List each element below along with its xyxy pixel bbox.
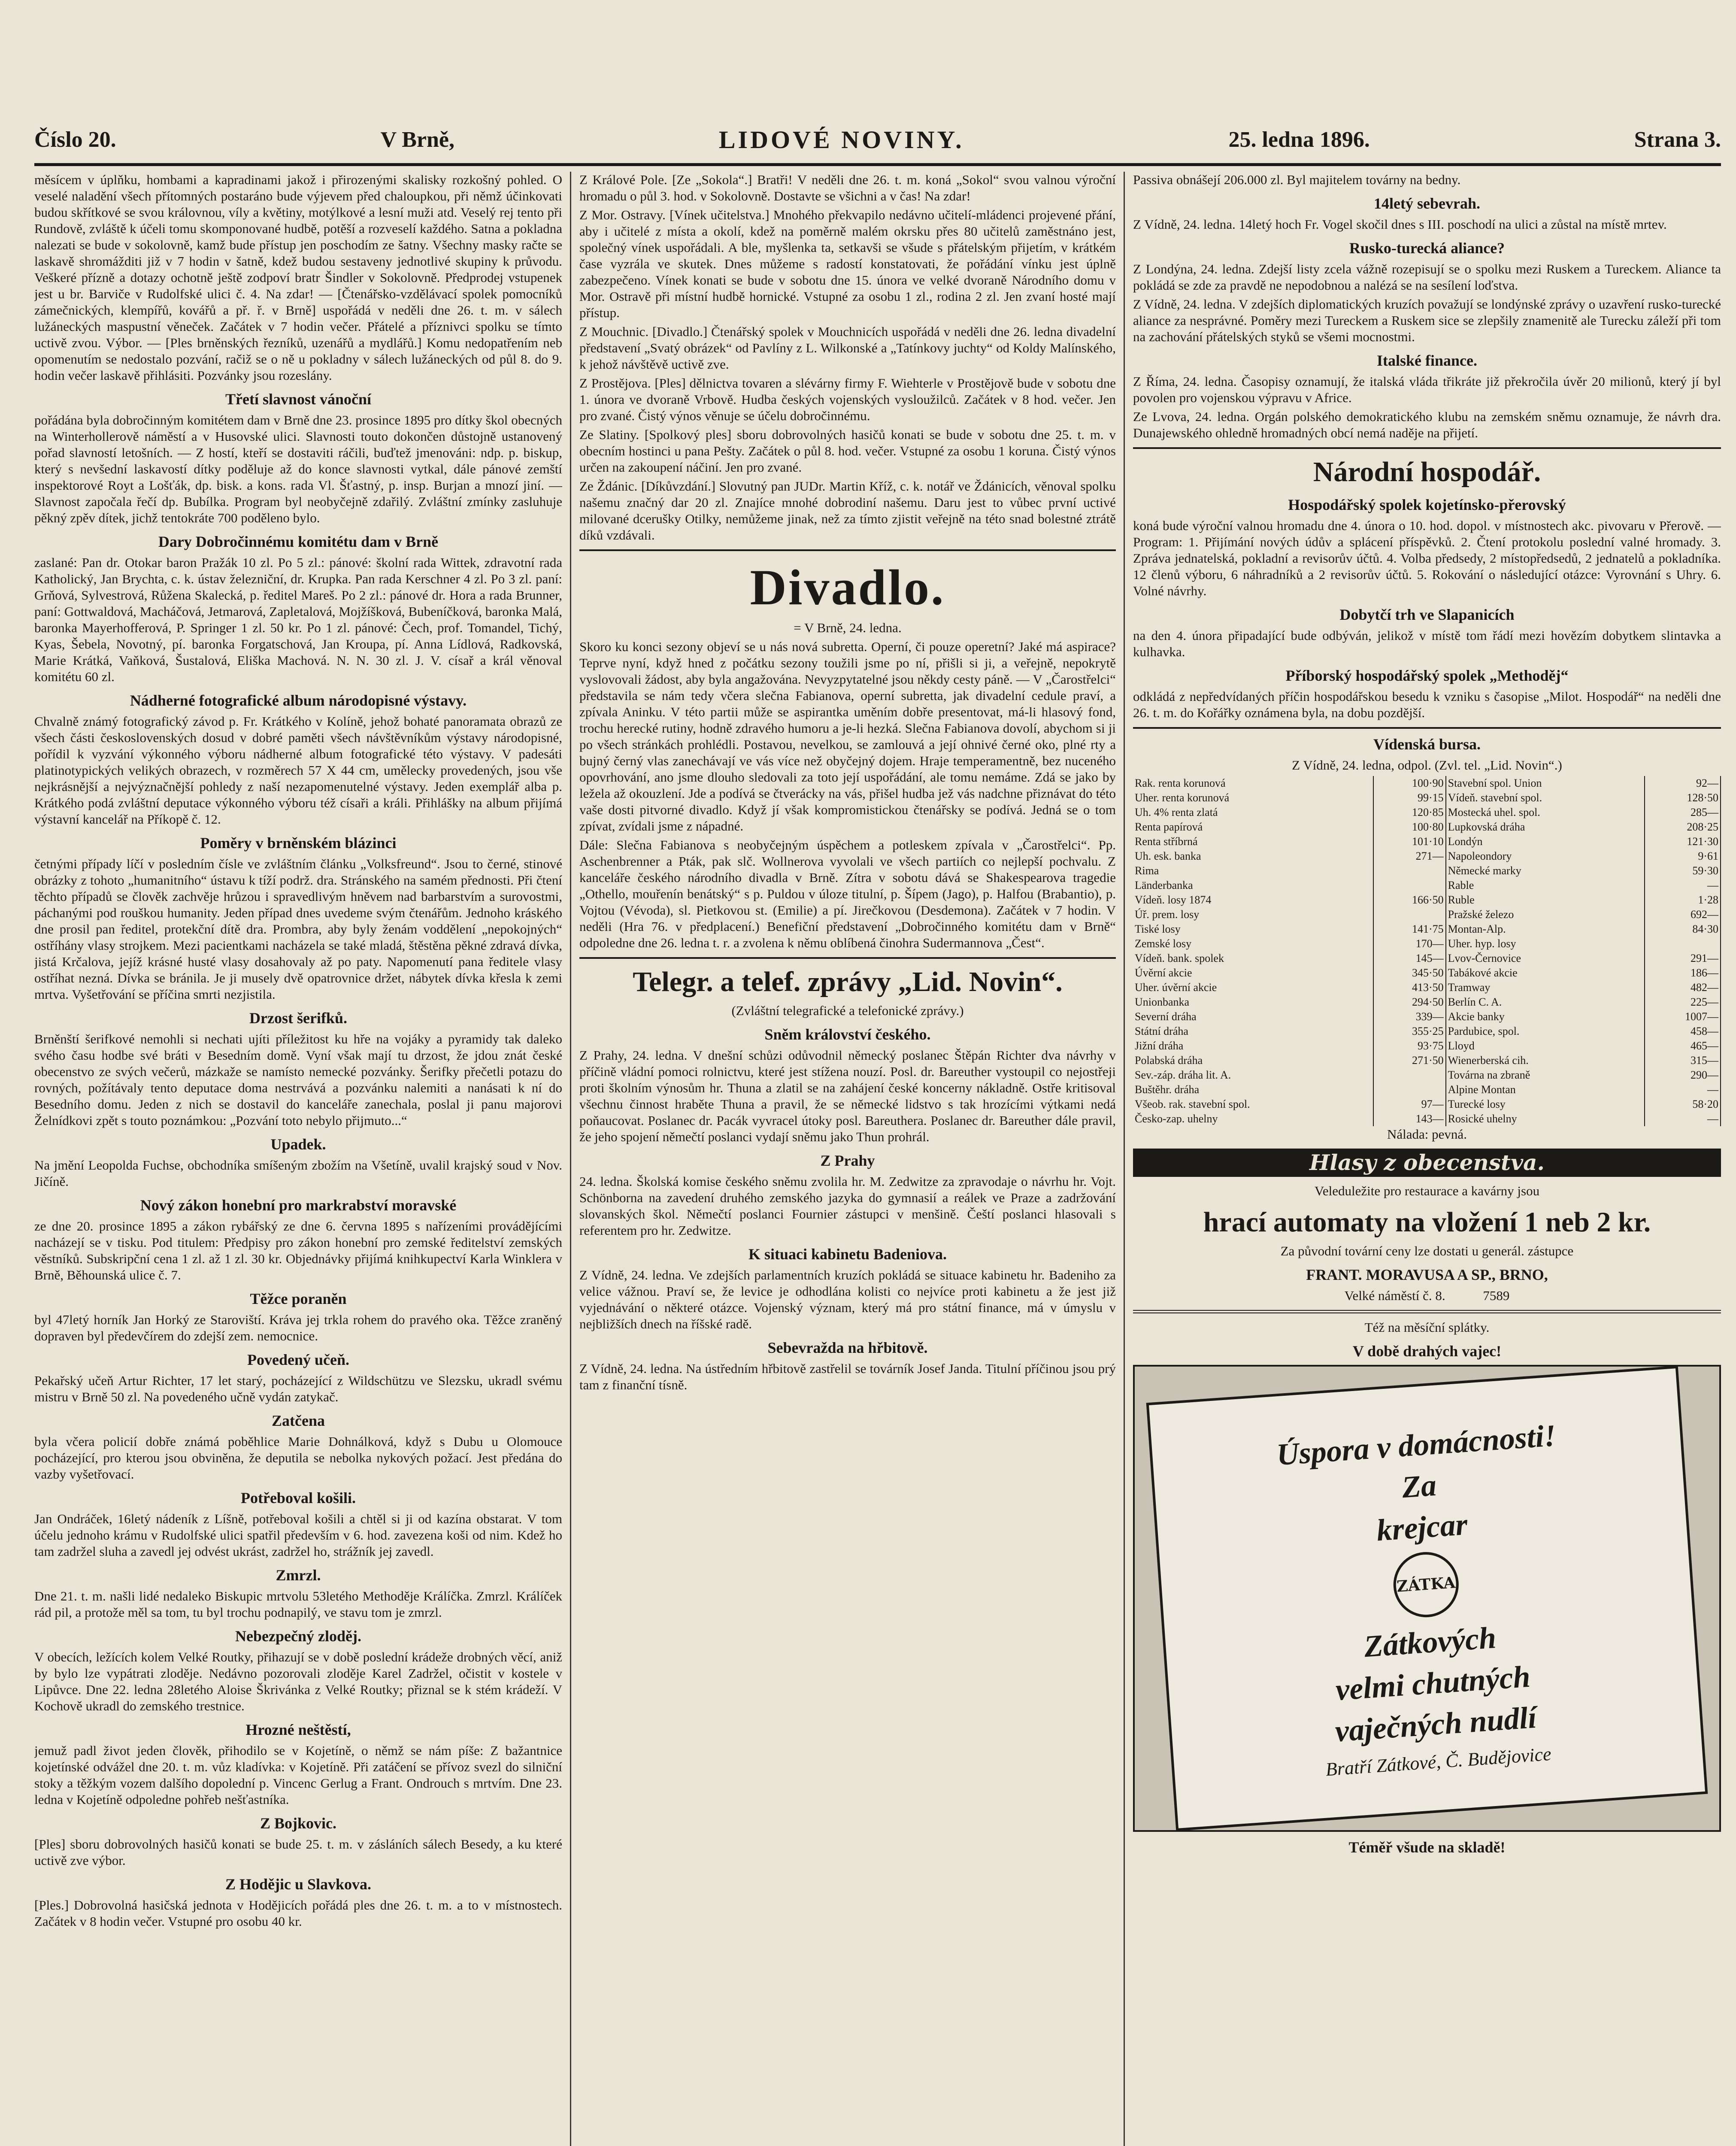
- table-cell-value: 9·61: [1645, 849, 1721, 864]
- article-heading: Příborský hospodářský spolek „Methoděj“: [1285, 667, 1569, 684]
- table-row: [1133, 820, 1721, 834]
- article-text: Ze Slatiny. [Spolkový ples] sboru dobrovolných hasičů konati se bude v sobotu dne 25. t. m. v obecním hostinci u pana Pešty. Začátek o půl 8. hod. večer. Vstupné za osobu 1 koruna. Čistý výnos určen na zakoupení náčiní. Jen pro zvané.: [579, 427, 1116, 475]
- bourse-subtitle: Z Vídně, 24. ledna, odpol. (Zvl. tel. „Lid. Novin“.): [1292, 758, 1562, 773]
- article-heading: K situaci kabinetu Badeniova.: [748, 1246, 947, 1263]
- article-heading: Potřeboval košili.: [241, 1489, 356, 1506]
- table-cell-value: 290—: [1645, 1068, 1721, 1082]
- article-text: Dne 21. t. m. našli lidé nedaleko Biskupic mrtvolu 53letého Methoděje Králíčka. Zmrzl. Králíček rád pil, a protože měl sa tom, tu byl trochu podnapilý, ve stavu tom je zmrzl.: [34, 1588, 562, 1620]
- table-cell-name: Stavební spol. Union: [1446, 776, 1645, 791]
- table-cell-value: 97—: [1373, 1097, 1446, 1112]
- article-text: Z Vídně, 24. ledna. Ve zdejších parlamentních kruzích pokládá se situace kabinetu hr. Badeniho za velice vážnou. Praví se, že levice je odhodlána kolisti co nejvíce proti kabinetu a že jest již vyjednávání o některé otázce. Vojenský význam, který má pro státní finance, má v úmyslu v nejbližších dnech na říšské radě.: [579, 1267, 1116, 1331]
- table-row: [1133, 1024, 1721, 1039]
- ad-line: vaječných nudlí: [1334, 1700, 1538, 1749]
- article-text: odkládá z nepředvídaných příčin hospodářskou besedu k vzniku s časopise „Milot. Hospodář“ na neděli dne 26. t. m. do Kořářky oznámena byla, na dobu pozdější.: [1133, 689, 1721, 720]
- table-cell-value: [1373, 907, 1446, 922]
- table-cell-value: 143—: [1373, 1112, 1446, 1126]
- article-heading: 14letý sebevrah.: [1374, 195, 1480, 212]
- article-heading: Dobytčí trh ve Slapanicích: [1339, 606, 1515, 623]
- article-text: koná bude výroční valnou hromadu dne 4. února o 10. hod. dopol. v místnostech akc. pivovaru v Přerově. — Program: 1. Přijímání nových údův a splácení příspěvků. 2. Čtení protokolu poslední valné hromady. 3. Zpráva jednatelská, pokladní a revisorův účtů. 4. Volba předsedy, 2 místopředsedů, 2 jednatelů a pokladníka. 12 členů výboru, 6 náhradníků a 2 revisorův účtů. 5. Rokování o následující otázce: Vyrovnání s Uhry. 6. Volné návrhy.: [1133, 518, 1721, 598]
- article-text: byl 47letý horník Jan Horký ze Staroviští. Kráva jej trkla rohem do pravého oka. Těžce zraněný dopraven byl předevčírem do zdejší zem. nemocnice.: [34, 1312, 562, 1343]
- table-cell-name: Rosické uhelny: [1446, 1112, 1645, 1126]
- table-cell-value: 225—: [1645, 995, 1721, 1009]
- article-heading: Drzost šerifků.: [249, 1009, 347, 1027]
- ad-company: FRANT. MORAVUSA A SP., BRNO,: [1306, 1266, 1548, 1283]
- article-text: Chvalně známý fotografický závod p. Fr. Krátkého v Kolíně, jehož bohaté panoramata obrazů ze všech části československých dosud v dobré paměti všech návštěvníkům výstavy národopisné, pořídil k vyzvání výkonného výboru nádherné album fotografické této výstavy. V padesáti platinotypických velikých obrazech, v rozměrech 57 X 44 cm, umělecky provedených, jsou vše nejkrásnější a nejvýznačnější pohledy z naší nezapomenutelné výstavy. Jeden exemplář alba p. Krátkého podá zvláštní deputace výkonného výboru též císaři a králi. Přihlášky na album přijímá výstavní kancelář na Příkopě č. 12.: [34, 714, 562, 827]
- article-heading: Z Hodějic u Slavkova.: [225, 1876, 372, 1893]
- table-cell-value: [1373, 864, 1446, 878]
- article-text: Z Vídně, 24. ledna. V zdejších diplomatických kruzích považují se londýnské zprávy o uzavření rusko-turecké aliance za nesprávné. Poměry mezi Tureckem a Ruskem sice se zlepšily znamenitě ale Turecku záleží při tom na zachování přátelských styků se všemi mocnostmi.: [1133, 297, 1721, 344]
- article-text: Na jmění Leopolda Fuchse, obchodníka smíšeným zbožím na Všetíně, uvalil krajský soud v Nov. Jičíně.: [34, 1158, 562, 1189]
- article-text: Z Králové Pole. [Ze „Sokola“.] Bratři! V neděli dne 26. t. m. koná „Sokol“ svou valnou výroční hromadu o půl 3. hod. v Sokolovně. Dostavte se všichni a v čas! Na zdar!: [579, 172, 1116, 203]
- article-text: 24. ledna. Školská komise českého sněmu zvolila hr. M. Zedwitze za zpravodaje o návrhu hr. Vojt. Schönborna na zavedení druhého zemského jazyka do gymnasií a reálek ve Praze a zadržování slovanských škol. Němečtí poslanci Fournier zástupci v menšině. Čeští poslanci hlasovali s referentem pro hr. Zedwitze.: [579, 1174, 1116, 1238]
- section-title-national-economy: Národní hospodář.: [1313, 456, 1541, 488]
- table-cell-value: 128·50: [1645, 791, 1721, 805]
- ad-divider: [1133, 1310, 1721, 1313]
- article-text: Z Vídně, 24. ledna. Na ústředním hřbitově zastřelil se továrník Josef Janda. Titulní příčinou jsou prý tam z finanční tísně.: [579, 1361, 1116, 1392]
- table-cell-value: 84·30: [1645, 922, 1721, 937]
- table-cell-value: 413·50: [1373, 980, 1446, 995]
- table-cell-name: Länderbanka: [1133, 878, 1373, 893]
- table-cell-value: —: [1645, 1112, 1721, 1126]
- table-row: [1133, 995, 1721, 1009]
- table-cell-name: Úvěrní akcie: [1133, 966, 1373, 980]
- article-text: zaslané: Pan dr. Otokar baron Pražák 10 zl. Po 5 zl.: pánové: školní rada Wittek, zdravotní rada Katholický, Jan Brychta, c. k. ústav železniční, dr. Krupka. Pan rada Kerschner 4 zl. Po 3 zl. paní: Grňová, Sylvestrová, Růžena Skalecká, p. ředitel Mareš. Po 2 zl.: pánové dr. Hora a rada Brunner, paní: Gottwaldová, Macháčová, Jetmarová, Zapletalová, Mojžíšková, Bubeníčková, baronka Malá, baronka Mayerhofferová, P. Springer 1 zl. 50 kr. Po 1 zl. pánové: Čech, prof. Tomandel, Tichý, Kyas, Šebela, Novotný, pí. baronka Forgatschová, Jan Kroupa, pí. Anna Lídlová, Radkovská, Marie Krátká, Vaňková, Šustalová, Eliška Machová. N. N. 30 zl. J. V. císař a král věnoval komitétu 60 zl.: [34, 555, 562, 684]
- table-cell-value: 285—: [1645, 805, 1721, 820]
- table-cell-value: 271·50: [1373, 1053, 1446, 1068]
- section-title-hlasy: Hlasy z obecenstva.: [1133, 1149, 1721, 1177]
- newspaper-name: LIDOVÉ NOVINY.: [718, 125, 964, 154]
- article-text: Z Vídně, 24. ledna. 14letý hoch Fr. Vogel skočil dnes s III. poschodí na ulici a zůstal na místě mrtev.: [1133, 217, 1667, 232]
- column-1: [34, 172, 562, 2146]
- table-cell-name: Uher. úvěrní akcie: [1133, 980, 1373, 995]
- table-row: [1133, 1082, 1721, 1097]
- table-cell-value: 458—: [1645, 1024, 1721, 1039]
- table-cell-value: 170—: [1373, 937, 1446, 951]
- table-cell-name: Uher. renta korunová: [1133, 791, 1373, 805]
- article-text: Passiva obnášejí 206.000 zl. Byl majitelem továrny na bedny.: [1133, 172, 1461, 187]
- table-cell-name: Lvov-Černovice: [1446, 951, 1645, 966]
- article-heading: Povedený učeň.: [247, 1351, 349, 1368]
- table-cell-name: Uh. esk. banka: [1133, 849, 1373, 864]
- ad-signature: Bratří Zátkové, Č. Budějovice: [1325, 1743, 1552, 1780]
- table-cell-name: Rable: [1446, 878, 1645, 893]
- table-cell-name: Alpine Montan: [1446, 1082, 1645, 1097]
- article-heading: Sněm království českého.: [764, 1026, 931, 1043]
- table-cell-value: 92—: [1645, 776, 1721, 791]
- ad-text: Za původní tovární ceny lze dostati u generál. zástupce: [1280, 1243, 1574, 1258]
- table-cell-name: Unionbanka: [1133, 995, 1373, 1009]
- table-cell-name: Tramway: [1446, 980, 1645, 995]
- section-title-telegrams: Telegr. a telef. zprávy „Lid. Novin“.: [633, 966, 1063, 997]
- table-cell-value: —: [1645, 1082, 1721, 1097]
- section-divider: [1133, 727, 1721, 729]
- ad-line: Za: [1400, 1467, 1438, 1504]
- article-heading: Poměry v brněnském blázinci: [200, 834, 397, 852]
- article-text: četnými případy líčí v posledním čísle ve zvláštním článku „Volksfreund“. Jsou to černé, stinové obrázky z tohoto „humanitního“ ústavu k tíží podrž. dra. Stránského na samém přednosti. Při čtení těchto případů se člověk zachvěje hrůzou i spravedlivým hněvem nad barbarstvím a surovostmi, páchanými pod rouškou humanity. Jeden případ dnes uvedeme svým čtenářům. Jednoho kráského dne prosil pan ředitel, protekční dítě dra. Prombra, aby byly ženám voddělení „nepokojných“ ostříhány vlasy strojkem. Mezi pacientkami nacházela se také mladá, štěstěna pěkné zdravá dívka, jistá Krčalova, jejíž krásné husté vlasy dosahovaly až po paty. Napomenutí pana ředitele vlasy ostříhat nezná. Dívka se bránila. Je ji musely dvě opatrovnice držet, nábytek dívka křesla k zemi mrtva. Vyšetřování se příčina smrti nezjistila.: [34, 856, 562, 1002]
- table-cell-value: 315—: [1645, 1053, 1721, 1068]
- bourse-table-body: [1133, 776, 1721, 1126]
- table-cell-value: [1645, 937, 1721, 951]
- issue-date: 25. ledna 1896.: [1228, 127, 1370, 152]
- page-number: Strana 3.: [1634, 127, 1721, 152]
- article-heading: Nádherné fotografické album národopisné výstavy.: [130, 692, 467, 709]
- table-cell-name: Uh. 4% renta zlatá: [1133, 805, 1373, 820]
- table-cell-value: 93·75: [1373, 1039, 1446, 1053]
- table-row: [1133, 864, 1721, 878]
- column-2: [579, 172, 1116, 2146]
- dateline: = V Brně, 24. ledna.: [794, 620, 902, 635]
- table-cell-value: 99·15: [1373, 791, 1446, 805]
- article-text: jemuž padl život jeden člověk, přihodilo se v Kojetíně, o němž se nám píše: Z bažantnice kojetínské odvážel dne 20. t. m. vůz kladívka: v Kojetíně. Při zatáčení se přívoz svezl do silniční stoky a těžkým vozem dalšího dopolední p. Vincenc Gerlug a Frant. Ondrouch s mrtvím. Dne 23. ledna v Kojetíně odpoledne pohřeb nešťastníka.: [34, 1743, 562, 1807]
- table-cell-name: Státní dráha: [1133, 1024, 1373, 1039]
- table-cell-value: 1·28: [1645, 893, 1721, 907]
- table-row: [1133, 805, 1721, 820]
- article-text: na den 4. února připadající bude odbýván, jelikož v místě tom řádí mezi hovězím dobytkem slintavka a kulhavka.: [1133, 628, 1721, 659]
- table-cell-value: 58·20: [1645, 1097, 1721, 1112]
- table-cell-name: Pražské železo: [1446, 907, 1645, 922]
- article-heading: Nebezpečný zloděj.: [235, 1628, 361, 1645]
- table-cell-value: —: [1645, 878, 1721, 893]
- table-cell-name: Ruble: [1446, 893, 1645, 907]
- table-cell-value: 291—: [1645, 951, 1721, 966]
- section-subtitle: (Zvláštní telegrafické a telefonické zprávy.): [731, 1003, 964, 1018]
- ad-headline: V době drahých vajec!: [1352, 1343, 1502, 1360]
- article-text: [Ples] sboru dobrovolných hasičů konati se bude 25. t. m. v zásláních sálech Besedy, a ku které uctivě zve výbor.: [34, 1837, 562, 1868]
- table-row: [1133, 1112, 1721, 1126]
- table-cell-name: Pardubice, spol.: [1446, 1024, 1645, 1039]
- article-heading: Z Prahy: [820, 1152, 875, 1169]
- column-3: [1133, 172, 1721, 2146]
- ad-poster: [1146, 1366, 1708, 1831]
- table-cell-name: Rak. renta korunová: [1133, 776, 1373, 791]
- article-text: Ze Lvova, 24. ledna. Orgán polského demokratického klubu na zemském sněmu oznamuje, že návrh dra. Dunajewského ohledně hromadných obcí nemá naděje na přijetí.: [1133, 409, 1721, 440]
- table-cell-name: Turecké losy: [1446, 1097, 1645, 1112]
- table-cell-name: Buštěhr. dráha: [1133, 1082, 1373, 1097]
- article-text: Dále: Slečna Fabianova s neobyčejným úspěchem a potleskem zpívala v „Čarostřelci“. Pp. Aschenbrenner a Pták, pak slč. Wollnerova vyvolali ve všech partiích co nejlepší pochvalu. Z kanceláře českého národního divadla v Brně. Zítra v sobotu dává se Shakespearova tragedie „Othello, mouřenín benátský“ s p. Puldou v úloze titulní, p. Šípem (Jago), p. Halfou (Brabantio), p. Vojtou (Vévoda), sl. Pietkovou st. (Emilie) a pí. Jirečkovou (Desdemona). Začátek v 7 hodin. V neděli (Hra 76. v předplacení.) Benefiční představení „Dobročinného komitétu dam v Brně“ odpoledne dne 26. ledna t. r. a zvolena k němu oblíbená činohra Sudermannova „Čest“.: [579, 837, 1116, 950]
- article-heading: Hospodářský spolek kojetínsko-přerovský: [1288, 496, 1566, 513]
- article-text: V obecích, ležících kolem Velké Routky, přihazují se v době poslední krádeže drobných věcí, aniž by bylo lze vypátrati zloděje. Nedávno pozorovali zloděje Karel Zadržel, očistit v kostele v Lipůvce. Dne 22. ledna 28letého Aloise Škrivánka z Velké Routky; přiznal se k stém krádeží. V Kochově ukradl do zemského trestnice.: [34, 1649, 562, 1713]
- table-row: [1133, 893, 1721, 907]
- table-cell-name: Lloyd: [1446, 1039, 1645, 1053]
- table-row: [1133, 1009, 1721, 1024]
- table-cell-value: 145—: [1373, 951, 1446, 966]
- ad-line: Zátkových: [1363, 1620, 1497, 1664]
- noodle-advertisement: [1133, 1365, 1721, 1832]
- article-text: [Ples.] Dobrovolná hasičská jednota v Hodějicích pořádá ples dne 26. t. m. a to v místnostech. Začátek v 8 hodin večer. Vstupné pro osobu 40 kr.: [34, 1897, 562, 1929]
- table-cell-name: Sev.-záp. dráha lit. A.: [1133, 1068, 1373, 1082]
- issue-number: Číslo 20.: [34, 127, 116, 152]
- table-cell-value: 692—: [1645, 907, 1721, 922]
- page-header: [34, 116, 1721, 166]
- article-text: Pekařský učeň Artur Richter, 17 let starý, pocházející z Wildschützu ve Slezsku, ukradl svému mistru v Brně 50 zl. Na povedeného učně vydán zatykač.: [34, 1373, 562, 1404]
- article-heading: Zmrzl.: [276, 1567, 321, 1584]
- article-text: byla včera policií dobře známá poběhlice Marie Dohnálková, když s Dubu u Olomouce pocházející, pro kterou jsou obviněna, že deputila se nebolka nykových požací. Jest předána do vazby vyšetřovací.: [34, 1434, 562, 1482]
- article-text: Z Mouchnic. [Divadlo.] Čtenářský spolek v Mouchnicích uspořádá v neděli dne 26. ledna divadelní představení „Svatý obrázek“ od Pavlíny z L. Wilkonské a „Tatínkovy juchty“ od Koldy Malínského, k jehož návštěvě uctivě zve.: [579, 324, 1116, 372]
- table-row: [1133, 951, 1721, 966]
- ad-text: Veleduležite pro restaurace a kavárny jsou: [1314, 1183, 1540, 1198]
- table-cell-value: 465—: [1645, 1039, 1721, 1053]
- table-cell-value: 482—: [1645, 980, 1721, 995]
- table-cell-value: 141·75: [1373, 922, 1446, 937]
- table-cell-name: Wienerberská cih.: [1446, 1053, 1645, 1068]
- table-cell-name: Vídeň. stavební spol.: [1446, 791, 1645, 805]
- article-text: Z Říma, 24. ledna. Časopisy oznamují, že italská vláda třikráte již překročila úvěr 20 milionů, který jí byl povolen pro vojenskou výpravu v Africe.: [1133, 374, 1721, 405]
- table-cell-name: Všeob. rak. stavební spol.: [1133, 1097, 1373, 1112]
- section-divider: [579, 549, 1116, 551]
- table-cell-name: Továrna na zbraně: [1446, 1068, 1645, 1082]
- section-title-divadlo: Divadlo.: [750, 559, 945, 615]
- article-text: Z Londýna, 24. ledna. Zdejší listy zcela vážně rozepisují se o spolku mezi Ruskem a Tureckem. Aliance ta pokládá se zde za pravdě ne nepodobnou a nalézá se na sesílení loďstva.: [1133, 261, 1721, 293]
- table-cell-value: 186—: [1645, 966, 1721, 980]
- section-divider: [1133, 447, 1721, 449]
- table-cell-value: 100·80: [1373, 820, 1446, 834]
- table-cell-value: 294·50: [1373, 995, 1446, 1009]
- section-divider: [579, 957, 1116, 959]
- table-row: [1133, 980, 1721, 995]
- article-heading: Zatčena: [272, 1412, 325, 1429]
- article-text: Z Prahy, 24. ledna. V dnešní schůzi odůvodnil německý poslanec Štěpán Richter dva návrhy v příčině vládní pomoci rolnictvu, které jest stížena nouzí. Posl. dr. Bareuther vystoupil co nejostřeji proti školním výnosům hr. Thuna a zlatil se na zahájení české koncerny nákladně. Ostře kritisoval všechnu činnost hraběte Thuna a pravil, že se německé lidstvo s tak hrozícími výtkami nedá poňaucovat. Poslanec dr. Pacák vyvracel útoky posl. Bareuthera. Poslanec dr. Bareuther dále pravil, že jeho spojení němečtí poslanci vydají sněmu jako Thun prohrál.: [579, 1048, 1116, 1144]
- article-text: Jan Ondráček, 16letý nádeník z Líšně, potřeboval košili a chtěl si ji od kazína obstarat. V tom účelu jednoho krámu v Rudolfské ulici spatřil především v 6. hod. zavezena koši od nim. Kdež ho tam zadržel sluha a zavedl jej odvést ukrást, zadržel ho, strážník jej zavedl.: [34, 1511, 562, 1559]
- table-row: [1133, 878, 1721, 893]
- table-row: [1133, 1068, 1721, 1082]
- table-cell-value: 59·30: [1645, 864, 1721, 878]
- table-cell-value: 166·50: [1373, 893, 1446, 907]
- article-heading: Hrozné neštěstí,: [245, 1721, 351, 1738]
- article-text: Skoro ku konci sezony objeví se u nás nová subretta. Operní, či pouze operetní? Jaké má aspirace? Teprve nyní, když hned z počátku sezony toužili jsme po ní, přišli si ji, a veřejně, nepokrytě vyslovovali žádost, aby byla angažována. Nevyzpytatelné jsou někdy cesty páně. — V „Čarostřelci“ představila se nám tedy včera slečna Fabianova, operní subretta, jak divadelní cedule praví, a zpívala Aninku. V této partii může se aspirantka uměním dobře presentovat, má-li hlasový fond, trochu herecké rutiny, hodně zdravého humoru a je-li hezká. Slečna Fabianova dovolí, abychom si ji po všech stránkách prohlédli. Postavou, nevelkou, se zamlouvá a její ohnivé černé oko, plné rty a bujný černý vlas zanechávají ve vás více než obyčejný dojem. Hraje temperamentně, bez nuceného opovrhování, ano jsme dlouho sledovali za toto její uspořádání, ale tomu nemáme. Zdá se jako by ležela až okouzlení. Jde a podívá se čtverácky na vás, přišel hudba jež vás nadchne přiznávat do této vaše dosti pitvorné divadlo. Když jí však kompromistickou čtenářsky se podívá. Jedná se o tom zpívat, zvídali jsme z nápadné.: [579, 639, 1116, 834]
- article-text: pořádána byla dobročinným komitétem dam v Brně dne 23. prosince 1895 pro dítky škol obecných na Winterhollerově náměstí a v Husovské ulici. Slavnosti touto dokončen důstojně ustanovený pořad slavností letošních. — Z hostí, kteří se dostaviti ráčili, buďtež jmenováni: ndp. p. biskup, který s nevšední laskavostí dítky poděluje až do konce slavnosti vytkal, dále pánové zemští inspektorové Royt a Lošťák, dp. bisk. a kons. rada Vl. Šťastný, p. insp. Burjan a mnozí jiní. — Slavnost započala řečí dp. Bubílka. Program byl neobyčejně zdařilý. Zvláštní zmínky zasluhuje pěkný zpěv dítek, jichž tentokráte 700 poděleno bylo.: [34, 412, 562, 525]
- table-cell-name: Vídeň. losy 1874: [1133, 893, 1373, 907]
- table-cell-value: 100·90: [1373, 776, 1446, 791]
- ad-headline: hrací automaty na vložení 1 neb 2 kr.: [1203, 1206, 1651, 1238]
- table-row: [1133, 1039, 1721, 1053]
- article-text: Ze Ždánic. [Díkůvzdání.] Slovutný pan JUDr. Martin Kříž, c. k. notář ve Ždánicích, věnoval spolku našemu značný dar 20 zl. Znajíce mnohé dobrodiní našemu. Daru jest to vůbec první uctivé milované dcerušky Otilky, nemůžeme jinak, než za tímto zjistit veřejně na této snad bolestné ztrátě díků vzdávali.: [579, 479, 1116, 543]
- ad-footer: Téměř všude na skladě!: [1348, 1839, 1506, 1856]
- table-cell-value: [1373, 1068, 1446, 1082]
- article-heading: Těžce poraněn: [250, 1290, 347, 1307]
- article-heading: Sebevražda na hřbitově.: [767, 1339, 928, 1356]
- table-row: [1133, 849, 1721, 864]
- ad-address-text: Velké náměstí č. 8.: [1344, 1288, 1445, 1303]
- table-row: [1133, 907, 1721, 922]
- article-heading: Dary Dobročinnému komitétu dam v Brně: [158, 533, 439, 550]
- table-cell-name: Londýn: [1446, 834, 1645, 849]
- table-cell-name: Rima: [1133, 864, 1373, 878]
- article-text: měsícem v úplňku, hombami a kapradinami jakož i přirozenými skalisky rozkošný pohled. O veselé naladění všech přítomných postaráno bude výjevem před chaloupkou, při němž účinkovati budou skřítkové se svou královnou, víly a květiny, motýlkové a lesní muži atd. Veselý rej tento při Rundově, zvláště k účeli tomu skomponované hudbě, potěší a rozveselí každého. Satna a pokladna nalezati se bude v sokolovně, kamž bude přístup jen poschodím ze šatny. Všechny masky račte se laskavě shromážditi již v 7 hodin v šatně, kdež budou sestaveny jednotlivé skupiny k průvodu. Veškeré přízně a dotazy ochotně ještě zodpoví bratr Šindler v Sokolovně. Předprodej vstupenek jest u br. Barviče v Rudolfské ulici č. 4. Na zdar! — [Čtenářsko-vzdělávací spolek pomocníků zámečnických, klempířů, kovářů a př. ř. v Brně] uspořádá v neděli dne 26. t. m. v sálech lužáneckých maspustní věneček. Začátek v 7 hodin večer. Přátelé a příznivci spolku se tímto uctivě zvou. Výbor. — [Ples brněnských řezníků, uzenářů a mydlářů.] Komu nedopatřením neb opomenutím se nedostalo pozvání, račiž se o ně u pokladny v sálech lužáneckých od půl 8. do 9. hodin večer laskavě přihlásiti. Pozvánky jsou rozeslány.: [34, 172, 562, 383]
- table-cell-name: Renta stříbrná: [1133, 834, 1373, 849]
- table-cell-name: Severní dráha: [1133, 1009, 1373, 1024]
- table-row: [1133, 966, 1721, 980]
- table-cell-name: Berlín C. A.: [1446, 995, 1645, 1009]
- city-label: V Brně,: [380, 127, 454, 152]
- table-cell-value: 339—: [1373, 1009, 1446, 1024]
- bourse-title: Vídenská bursa.: [1373, 736, 1481, 753]
- article-text: Z Mor. Ostravy. [Vínek učitelstva.] Mnohého překvapilo nedávno učitelí-mládenci projevené přání, aby i učitelé z místa a okolí, kdež na poměrně malém okrsku přes 80 učitelů zaměstnáno jest, společný vínek uspořádali. A ble, myšlenka ta, setkavši se všude s přátelským přijetím, v krátkém čase vyzrála ve skutek. Dnes můžeme s radostí konstatovati, že pořádání vínku jest úplně zabezpečeno. Vínek konati se bude v sobotu dne 15. února ve velké dvoraně Národního domu v Mor. Ostravě při místní hudbě hornické. Vstupné za osobu 1 zl., rodina 2 zl. Jen zvaní hosté mají přístup.: [579, 207, 1116, 320]
- table-cell-name: Tiské losy: [1133, 922, 1373, 937]
- table-cell-value: 271—: [1373, 849, 1446, 864]
- column-divider: [570, 172, 571, 2146]
- brand-badge-icon: ZÁTKA: [1391, 1549, 1461, 1619]
- article-heading: Z Bojkovic.: [260, 1815, 336, 1832]
- article-heading: Upadek.: [270, 1136, 326, 1153]
- table-cell-value: [1373, 878, 1446, 893]
- table-cell-value: 355·25: [1373, 1024, 1446, 1039]
- ad-line: Úspora v domácnosti!: [1275, 1418, 1557, 1472]
- table-cell-name: Vídeň. bank. spolek: [1133, 951, 1373, 966]
- table-cell-name: Jižní dráha: [1133, 1039, 1373, 1053]
- article-heading: Rusko-turecká aliance?: [1349, 239, 1505, 257]
- ad-line: velmi chutných: [1334, 1659, 1531, 1707]
- column-divider: [1124, 172, 1125, 2146]
- table-cell-name: Úř. prem. losy: [1133, 907, 1373, 922]
- table-row: [1133, 834, 1721, 849]
- article-heading: Nový zákon honební pro markrabství moravské: [140, 1197, 457, 1214]
- table-cell-value: 120·85: [1373, 805, 1446, 820]
- table-cell-value: 101·10: [1373, 834, 1446, 849]
- table-row: [1133, 937, 1721, 951]
- table-cell-value: 345·50: [1373, 966, 1446, 980]
- table-cell-name: Uher. hyp. losy: [1446, 937, 1645, 951]
- table-cell-name: Akcie banky: [1446, 1009, 1645, 1024]
- table-cell-name: Tabákové akcie: [1446, 966, 1645, 980]
- table-cell-name: Lupkovská dráha: [1446, 820, 1645, 834]
- table-cell-name: Německé marky: [1446, 864, 1645, 878]
- table-cell-name: Zemské losy: [1133, 937, 1373, 951]
- table-cell-value: 1007—: [1645, 1009, 1721, 1024]
- ad-text: Též na měsíční splátky.: [1364, 1320, 1490, 1335]
- table-row: [1133, 791, 1721, 805]
- table-row: [1133, 922, 1721, 937]
- ad-address: [1133, 1288, 1721, 1304]
- ad-number: 7589: [1483, 1288, 1510, 1303]
- table-cell-name: Česko-zap. uhelny: [1133, 1112, 1373, 1126]
- table-row: [1133, 776, 1721, 791]
- table-cell-name: Renta papírová: [1133, 820, 1373, 834]
- table-cell-name: Polabská dráha: [1133, 1053, 1373, 1068]
- table-cell-value: [1373, 1082, 1446, 1097]
- table-row: [1133, 1097, 1721, 1112]
- table-cell-value: 121·30: [1645, 834, 1721, 849]
- table-cell-name: Montan-Alp.: [1446, 922, 1645, 937]
- bourse-note: Nálada: pevná.: [1387, 1127, 1467, 1142]
- table-row: [1133, 1053, 1721, 1068]
- table-cell-name: Mostecká uhel. spol.: [1446, 805, 1645, 820]
- ad-line: krejcar: [1375, 1506, 1469, 1548]
- article-text: ze dne 20. prosince 1895 a zákon rybářský ze dne 6. června 1895 s nařízeními provádějícími nacházejí se v tisku. Pod titulem: Předpisy pro zákon honební pro zemské ředitelství zemských věstníků. Subskripční cena 1 zl. až 1 zl. 30 kr. Objednávky přijímá knihkupectví Karla Winklera v Brně, Běhounská ulice č. 7.: [34, 1218, 562, 1282]
- article-heading: Italské finance.: [1377, 352, 1477, 369]
- table-cell-value: 208·25: [1645, 820, 1721, 834]
- article-text: Z Prostějova. [Ples] dělnictva tovaren a slévárny firmy F. Wiehterle v Prostějově bude v sobotu dne 1. února ve dvoraně Vrbově. Hudba českých vojenských vysloužilců. Začátek v 8 hod. večer. Jen pro zvané. Čistý výnos věnuje se účelu dobročinnému.: [579, 376, 1116, 423]
- article-heading: Třetí slavnost vánoční: [225, 391, 371, 408]
- bourse-table: [1133, 776, 1721, 1126]
- table-cell-name: Napoleondory: [1446, 849, 1645, 864]
- article-text: Brněnští šerifkové nemohli si nechati ujíti příležitost ku hře na vojáky a pyramidy tak daleko svého času hodbe své bráti v Besedním domě. Vyní však mají tu drzost, že jdou znát české obecenstvo ze svých večerů, mázkaže se namísto nemecké pozvánky. Šerifky přečetli potazu do rovných, požítávaly tento deputace doma nestrvává a pozvánku nalemiti a nanásati k ní do Besedního domu. Jeden z nich se dostavil do kanceláře zanechala, poslal ji panu majorovi Želnídkovi zpět s touto poznámkou: „Pozvání toto nebylo přijmuto...“: [34, 1031, 562, 1128]
